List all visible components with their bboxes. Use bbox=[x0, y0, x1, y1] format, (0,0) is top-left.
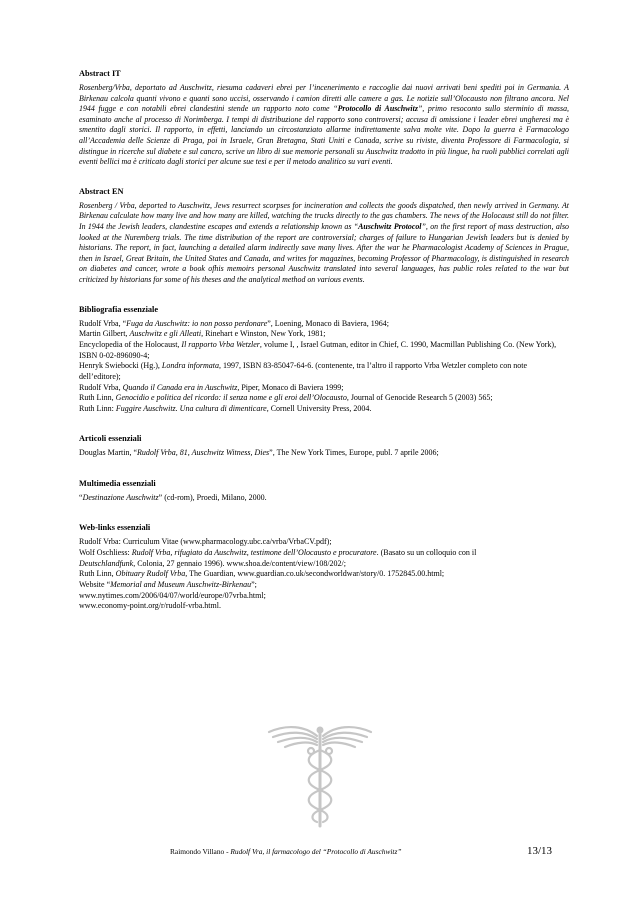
abstract-en-section bbox=[79, 186, 569, 286]
reference-italic: Fuga da Auschwitz: io non posso perdonare bbox=[126, 318, 268, 328]
reference-entry bbox=[79, 404, 569, 415]
reference-pre: www.economy-point.org/r/rudolf-vrba.html. bbox=[79, 601, 221, 611]
abstract-it-section bbox=[79, 68, 569, 168]
reference-pre: Rudolf Vrba: Curriculum Vitae (www.pharmacology.ubc.ca/vrba/VrbaCV.pdf); bbox=[79, 537, 332, 547]
multimedia-list bbox=[79, 493, 569, 504]
reference-post: , volume I, , Israel Gutman, editor in Chief, C. 1990, Macmillan Publishing Co. (New York), ISBN 0-02-896090-4; bbox=[79, 339, 557, 360]
reference-entry bbox=[79, 548, 569, 559]
reference-pre: Henryk Swiebocki (Hg.), bbox=[79, 361, 162, 371]
reference-post: , Colonia, 27 gennaio 1996). www.shoa.de/content/view/108/202/; bbox=[133, 558, 346, 568]
reference-entry bbox=[79, 383, 569, 394]
reference-post: , Cornell University Press, 2004. bbox=[266, 404, 372, 414]
reference-post: , The Guardian, www.guardian.co.uk/secondworldwar/story/0. 1752845.00.html; bbox=[185, 569, 445, 579]
reference-italic: Genocidio e politica del ricordo: il senza nome e gli eroi dell’Olocausto bbox=[115, 393, 347, 403]
abstract-it-bold: Protocollo di Auschwitz bbox=[337, 104, 418, 114]
reference-pre: Rudolf Vrba, bbox=[79, 382, 123, 392]
reference-entry bbox=[79, 361, 569, 382]
reference-entry bbox=[79, 559, 569, 570]
abstract-en-text bbox=[79, 201, 569, 286]
reference-pre: Douglas Martin, “ bbox=[79, 447, 137, 457]
reference-entry bbox=[79, 580, 569, 591]
caduceus-icon bbox=[265, 722, 375, 832]
reference-italic: Il rapporto Vrba Wetzler bbox=[181, 339, 260, 349]
reference-post: . (Basato su un colloquio con il bbox=[376, 547, 477, 557]
reference-entry bbox=[79, 319, 569, 330]
reference-italic: Auschwitz e gli Alleati bbox=[129, 329, 202, 339]
reference-pre: Wolf Oschliess: bbox=[79, 547, 132, 557]
articles-list bbox=[79, 448, 569, 459]
reference-entry bbox=[79, 448, 569, 459]
reference-post: ”, The New York Times, Europe, publ. 7 aprile 2006; bbox=[269, 447, 439, 457]
reference-entry bbox=[79, 329, 569, 340]
reference-post: , 1997, ISBN 83-85047-64-6. (contenente, tra l’altro il rapporto Vrba Wetzler completo con note dell’editore); bbox=[79, 361, 528, 382]
reference-italic: Memorial and Museum Auschwitz-Birkenau bbox=[110, 580, 252, 590]
reference-italic: Obituary Rudolf Vrba bbox=[115, 569, 186, 579]
articles-heading: Articoli essenziali bbox=[79, 433, 142, 443]
weblinks-list bbox=[79, 537, 569, 612]
caduceus-svg bbox=[265, 722, 375, 832]
weblinks-heading: Web-links essenziali bbox=[79, 523, 151, 533]
reference-post: ”, Loening, Monaco di Baviera, 1964; bbox=[267, 318, 389, 328]
reference-italic: Rudolf Vrba, 81, Auschwitz Witness, Dies bbox=[137, 447, 270, 457]
reference-post: , Rinehart e Winston, New York, 1981; bbox=[201, 329, 326, 339]
reference-pre: Ruth Linn: bbox=[79, 404, 116, 414]
bibliography-section bbox=[79, 304, 569, 415]
footer-text bbox=[170, 847, 401, 857]
weblinks-section bbox=[79, 522, 569, 612]
reference-italic: Rudolf Vrba, rifugiato da Auschwitz, testimone dell’Olocausto e procuratore bbox=[131, 547, 377, 557]
reference-pre: Encyclopedia of the Holocaust, bbox=[79, 339, 182, 349]
page-footer bbox=[0, 845, 638, 861]
reference-italic: Quando il Canada era in Auschwitz bbox=[122, 382, 238, 392]
reference-post: , Piper, Monaco di Baviera 1999; bbox=[237, 382, 344, 392]
reference-entry bbox=[79, 569, 569, 580]
multimedia-section bbox=[79, 478, 569, 504]
abstract-en-text-part: Rosenberg / Vrba, deported to Auschwitz, Jews resurrect scorpses for incineration and collects the goods dispatched, then newly arrived in Germany. At Birkenau calculate how many live and how many are killed, watching the trucks directly to the gas chambers. The news of the Holocaust still do not filter. In 1944 the Jewish leaders, clandestine escapes and extends a relationship known as “ bbox=[79, 200, 569, 231]
reference-entry bbox=[79, 493, 569, 504]
reference-pre: Rudolf Vrba, “ bbox=[79, 318, 127, 328]
reference-entry bbox=[79, 393, 569, 404]
bibliography-list bbox=[79, 319, 569, 415]
reference-entry bbox=[79, 340, 569, 361]
footer-author: Raimondo Villano - bbox=[170, 847, 231, 856]
reference-italic: Destinazione Auschwitz bbox=[82, 492, 159, 502]
reference-entry bbox=[79, 537, 569, 548]
bibliography-heading: Bibliografia essenziale bbox=[79, 304, 159, 314]
reference-post: , Journal of Genocide Research 5 (2003) 565; bbox=[346, 393, 493, 403]
reference-italic: Fuggire Auschwitz. Una cultura di dimenticare bbox=[115, 404, 267, 414]
reference-pre: “ bbox=[79, 492, 83, 502]
footer-title: Rudolf Vra, il farmacologo del “Protocollo di Auschwitz” bbox=[230, 847, 402, 856]
multimedia-heading: Multimedia essenziali bbox=[79, 478, 156, 488]
reference-post: ”; bbox=[251, 580, 257, 590]
abstract-it-text-part: Rosenberg/Vrba, deportato ad Auschwitz, riesuma cadaveri ebrei per l’incenerimento e raccoglie dai nuovi arrivati beni spediti poi in Germania. A Birkenau calcola quanti vivono e quanti sono uccisi, osservando i camion diretti alle camere a gas. Le notizie sull’Olocausto non filtrano ancora. Nel 1944 fugge e con notabili ebrei clandestini stende un rapporto noto come “ bbox=[79, 83, 569, 114]
reference-italic: Londra informata bbox=[161, 361, 219, 371]
reference-pre: www.nytimes.com/2006/04/07/world/europe/07vrba.html; bbox=[79, 590, 266, 600]
articles-section bbox=[79, 433, 569, 459]
page-content bbox=[79, 68, 569, 612]
abstract-en-bold: Auschwitz Protocol bbox=[358, 221, 422, 231]
page-number: 13/13 bbox=[527, 845, 553, 857]
reference-pre: Ruth Linn, bbox=[79, 393, 116, 403]
reference-pre: Martin Gilbert, bbox=[79, 329, 130, 339]
abstract-it-text bbox=[79, 83, 569, 168]
reference-pre: Ruth Linn, bbox=[79, 569, 116, 579]
reference-italic: Deutschlandfunk bbox=[79, 558, 134, 568]
reference-pre: Website “ bbox=[79, 580, 111, 590]
abstract-en-text-part: ”, on the first report of mass destruction, also looked at the Nuremberg trials. The time distribution of the report are controversial; charges of failure to Hungarian Jewish leaders but is denied by historians. The report, in fact, launching a detailed alarm indirectly save many lives. After the war he Pharmacologist Academy of Sciences in Prague, then in Israel, Great Britain, the United States and Canada, and writes for magazines, becoming Professor of Pharmacology, is distinguished in research on diabetes and cancer, wrote a book ofhis memoirs personal Auschwitz translated into several languages, has public roles related to the war but criticized by historians for some of his theses and the analytical method on various events. bbox=[79, 221, 569, 284]
reference-post: ” (cd-rom), Proedi, Milano, 2000. bbox=[158, 492, 267, 502]
abstract-it-text-part: ”, primo resoconto sullo sterminio di massa, esaminato anche al processo di Norimberga. I tempi di distribuzione del rapporto sono controversi; accusa di omissione i leader ebrei ungheresi ma è smentito dagli storici. Il rapporto, in effetti, lanciando un circostanziato allarme indirettamente salva molte vite. Dopo la guerra è Farmacologo all’Accademia delle Scienze di Praga, poi in Israele, Gran Bretagna, Stati Uniti e Canada, scrive su riviste, diventa Professore di Farmacologia, si distingue in ricerche sul diabete e sul cancro, scrive un libro di sue memorie personali su Auschwitz tradotto in più lingue, ha ruoli pubblici correlati agli eventi bellici ma è criticato dagli storici per alcune sue tesi e per il metodo analitico su vari eventi. bbox=[79, 104, 569, 167]
abstract-en-heading: Abstract EN bbox=[79, 186, 124, 196]
reference-entry bbox=[79, 591, 569, 602]
reference-entry bbox=[79, 601, 569, 612]
abstract-it-heading: Abstract IT bbox=[79, 69, 121, 78]
